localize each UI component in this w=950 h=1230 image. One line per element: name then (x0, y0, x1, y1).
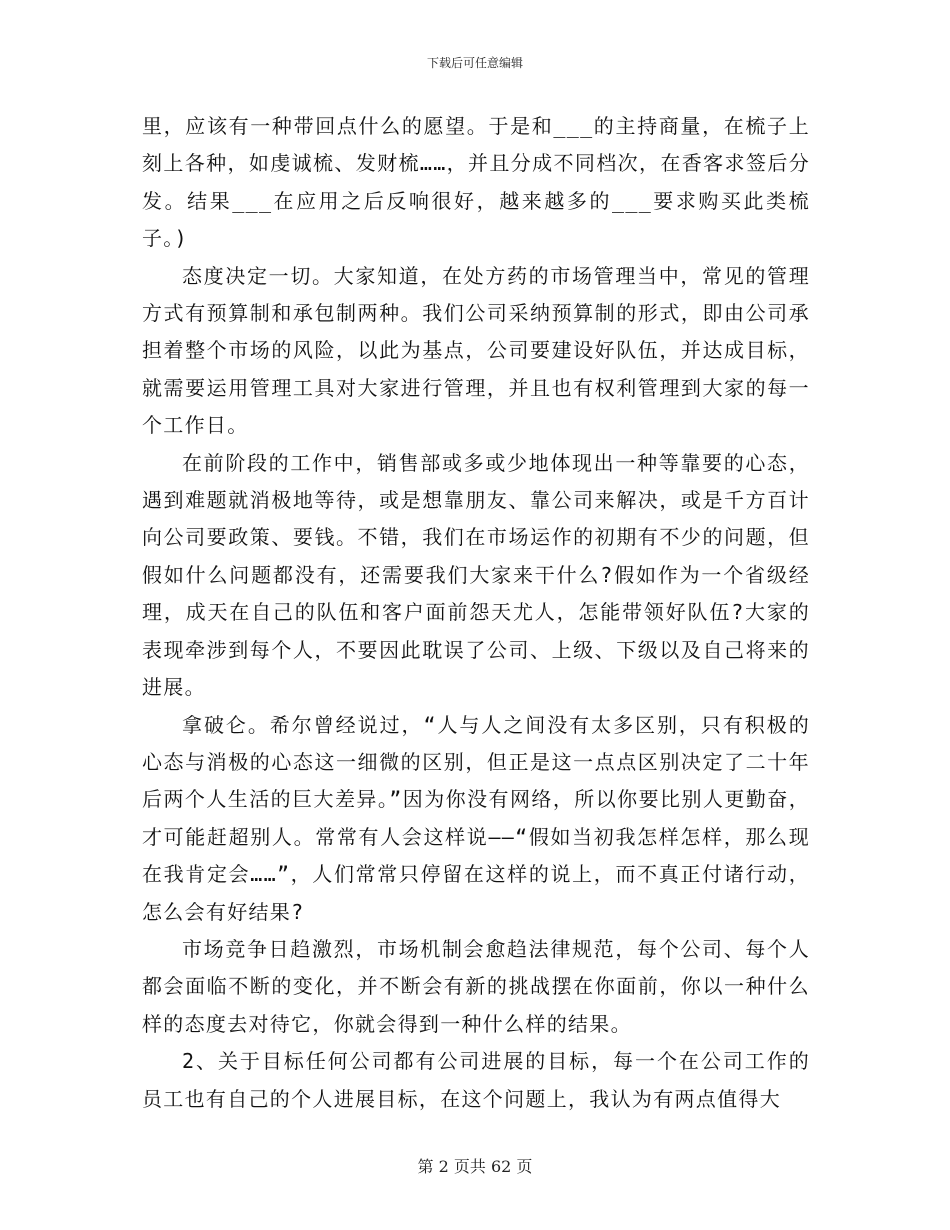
paragraph-market-competition: 市场竞争日趋激烈，市场机制会愈趋法律规范，每个公司、每个人都会面临不断的变化，并不断会有新的挑战摆在你面前，你以一种什么样的态度去对待它，你就会得到一种什么样的结果。 (142, 936, 810, 1036)
page-number: 第 2 页共 62 页 (417, 1157, 533, 1176)
paragraph-attitude: 态度决定一切。大家知道，在处方药的市场管理当中，常见的管理方式有预算制和承包制两种。我们公司采纳预算制的形式，即由公司承担着整个市场的风险，以此为基点，公司要建设好队伍，并达成目标，就需要运用管理工具对大家进行管理，并且也有权利管理到大家的每一个工作日。 (142, 263, 810, 438)
paragraph-continuation: 里，应该有一种带回点什么的愿望。于是和___的主持商量，在梳子上刻上各种，如虔诚梳、发财梳……，并且分成不同档次，在香客求签后分发。结果___在应用之后反响很好，越来越多的___要求购买此类梳子。) (142, 114, 810, 251)
paragraph-previous-stage: 在前阶段的工作中，销售部或多或少地体现出一种等靠要的心态，遇到难题就消极地等待，或是想靠朋友、靠公司来解决，或是千方百计向公司要政策、要钱。不错，我们在市场运作的初期有不少的问题，但假如什么问题都没有，还需要我们大家来干什么?假如作为一个省级经理，成天在自己的队伍和客户面前怨天尤人，怎能带领好队伍?大家的表现牵涉到每个人，不要因此耽误了公司、上级、下级以及自己将来的进展。 (142, 450, 810, 700)
paragraph-napoleon-hill: 拿破仑。希尔曾经说过，“人与人之间没有太多区别，只有积极的心态与消极的心态这一细微的区别，但正是这一点点区别决定了二十年后两个人生活的巨大差异。”因为你没有网络，所以你要比别人更勤奋，才可能赶超别人。常常有人会这样说——“假如当初我怎样怎样，那么现在我肯定会……”，人们常常只停留在这样的说上，而不真正付诸行动，怎么会有好结果? (142, 712, 810, 924)
paragraph-about-goals: 2、关于目标任何公司都有公司进展的目标，每一个在公司工作的员工也有自己的个人进展目标，在这个问题上，我认为有两点值得大 (142, 1049, 810, 1111)
page-header: 下载后可任意编辑 (426, 56, 523, 70)
document-body (142, 108, 810, 1118)
